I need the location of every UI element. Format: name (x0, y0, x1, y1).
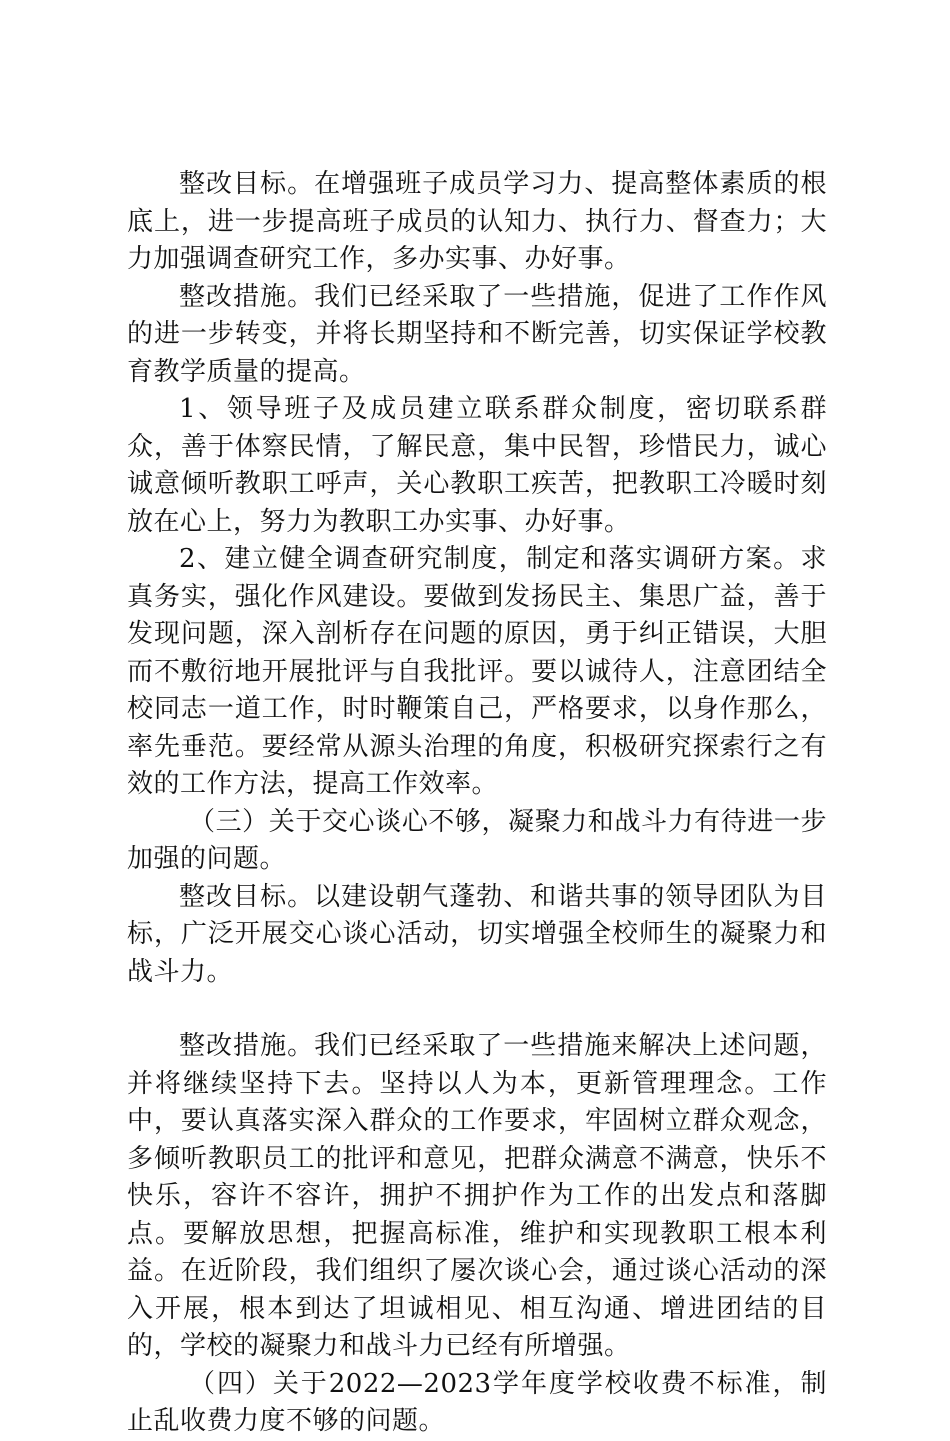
section-heading-3: （三）关于交心谈心不够，凝聚力和战斗力有待进一步加强的问题。 (127, 806, 827, 874)
paragraph-item-2: 2、建立健全调查研究制度，制定和落实调研方案。求真务实，强化作风建设。要做到发扬民主、集思广益，善于发现问题，深入剖析存在问题的原因，勇于纠正错误，大胆而不敷衍地开展批评与自我批评。要以诚待人，注意团结全校同志一道工作，时时鞭策自己，严格要求，以身作那么，率先垂范。要经常从源头治理的角度，积极研究探索行之有效的工作方法，提高工作效率。 (127, 544, 827, 799)
paragraph-measures-1: 整改措施。我们已经采取了一些措施，促进了工作作风的进一步转变，并将长期坚持和不断完善，切实保证学校教育教学质量的提高。 (127, 281, 827, 387)
blank-line (127, 991, 827, 1028)
paragraph-measures-3: 整改措施。我们已经采取了一些措施来解决上述问题，并将继续坚持下去。坚持以人为本，更新管理理念。工作中，要认真落实深入群众的工作要求，牢固树立群众观念，多倾听教职员工的批评和意见，把群众满意不满意，快乐不快乐，容许不容许，拥护不拥护作为工作的出发点和落脚点。要解放思想，把握高标准，维护和实现教职工根本利益。在近阶段，我们组织了屡次谈心会，通过谈心活动的深入开展，根本到达了坦诚相见、相互沟通、增进团结的目的，学校的凝聚力和战斗力已经有所增强。 (127, 1031, 827, 1361)
paragraph-item-1: 1、领导班子及成员建立联系群众制度，密切联系群众，善于体察民情，了解民意，集中民智，珍惜民力，诚心诚意倾听教职工呼声，关心教职工疾苦，把教职工冷暖时刻放在心上，努力为教职工办实事、办好事。 (127, 394, 827, 537)
document-body (127, 166, 827, 1441)
section-heading-4: （四）关于2022—2023学年度学校收费不标准，制止乱收费力度不够的问题。 (127, 1368, 827, 1436)
paragraph-goal-3: 整改目标。以建设朝气蓬勃、和谐共事的领导团队为目标，广泛开展交心谈心活动，切实增强全校师生的凝聚力和战斗力。 (127, 881, 827, 987)
paragraph-goal-1: 整改目标。在增强班子成员学习力、提高整体素质的根底上，进一步提高班子成员的认知力、执行力、督查力；大力加强调查研究工作，多办实事、办好事。 (127, 169, 827, 274)
